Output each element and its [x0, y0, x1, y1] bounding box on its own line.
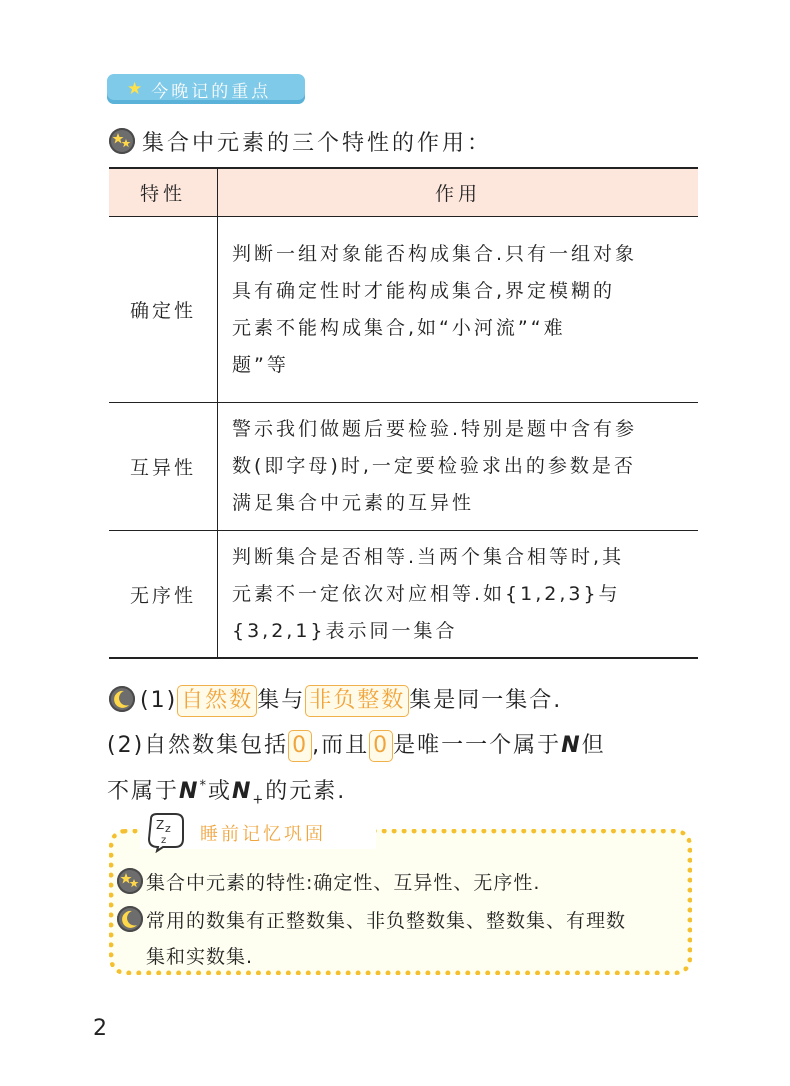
table-header-row: [109, 168, 698, 217]
answer-blank: 非负整数: [305, 685, 409, 717]
set-symbol: N: [561, 733, 582, 758]
review-title: 睡前记忆巩固: [200, 824, 326, 845]
stars-icon: [117, 868, 143, 894]
description-line: 题”等: [232, 353, 289, 376]
star-icon: ★: [127, 79, 143, 99]
svg-text:z: z: [161, 835, 167, 846]
properties-table: [109, 167, 698, 659]
description-line: 判断一组对象能否构成集合.只有一组对象: [232, 242, 638, 265]
description-line: 元素不一定依次对应相等.如{1,2,3}与: [232, 582, 621, 605]
description-line: 数(即字母)时,一定要检验求出的参数是否: [232, 455, 636, 477]
review-item: 常用的数集有正整数集、非负整数集、整数集、有理数: [146, 910, 627, 932]
description-line: 判断集合是否相等.当两个集合相等时,其: [232, 545, 625, 568]
item-number: (1): [140, 688, 178, 713]
sleep-icon: [143, 811, 187, 853]
review-item: 集合中元素的特性:确定性、互异性、无序性.: [146, 872, 541, 894]
line-text: 是唯一一个属于: [393, 733, 562, 758]
review-item-continued: 集和实数集.: [146, 946, 254, 968]
line-text: ,而且: [312, 733, 370, 758]
svg-text:z: z: [165, 822, 171, 835]
description-line: 具有确定性时才能构成集合,界定模糊的: [232, 279, 616, 302]
fill-line-1: [140, 683, 562, 717]
row-property-name: 互异性: [109, 403, 218, 531]
description-line: 警示我们做题后要检验.特别是题中含有参: [232, 418, 638, 440]
superscript: *: [199, 778, 208, 794]
line-text: 或: [207, 779, 232, 804]
table-row: [109, 217, 698, 403]
row-property-name: 确定性: [109, 217, 218, 403]
row-description: [218, 403, 699, 531]
table-row: [109, 531, 698, 659]
row-description: [218, 531, 699, 659]
line-text: 的元素.: [265, 779, 347, 804]
section-tag-label: 今晚记的重点: [151, 81, 272, 102]
table-row: [109, 403, 698, 531]
line-text: (2)自然数集包括: [107, 733, 289, 758]
set-symbol: N: [231, 779, 253, 804]
description-line: 元素不能构成集合,如“小河流”“难: [232, 316, 566, 339]
subscript: +: [252, 792, 266, 808]
answer-blank: 自然数: [177, 685, 257, 717]
section-heading: 集合中元素的三个特性的作用：: [142, 131, 493, 156]
answer-blank: 0: [288, 730, 312, 762]
fill-line-3: [107, 774, 346, 807]
stars-icon: [109, 128, 135, 154]
moon-icon: [109, 686, 135, 712]
set-symbol: N: [179, 779, 200, 804]
line-text: 集与: [257, 688, 306, 713]
line-text: 但: [581, 733, 606, 758]
description-line: {3,2,1}表示同一集合: [232, 619, 458, 642]
moon-icon: [117, 906, 143, 932]
row-description: [218, 217, 699, 403]
line-text: 不属于: [107, 779, 180, 804]
table-header-function: 作用: [218, 168, 699, 217]
page-number: 2: [93, 1016, 107, 1041]
description-line: 满足集合中元素的互异性: [232, 492, 475, 514]
table-header-property: 特性: [109, 168, 218, 217]
answer-blank: 0: [369, 730, 393, 762]
row-property-name: 无序性: [109, 531, 218, 659]
line-text: 集是同一集合.: [409, 688, 563, 713]
fill-line-2: [107, 728, 606, 762]
svg-text:Z: Z: [156, 818, 165, 832]
section-tag: [107, 74, 305, 104]
